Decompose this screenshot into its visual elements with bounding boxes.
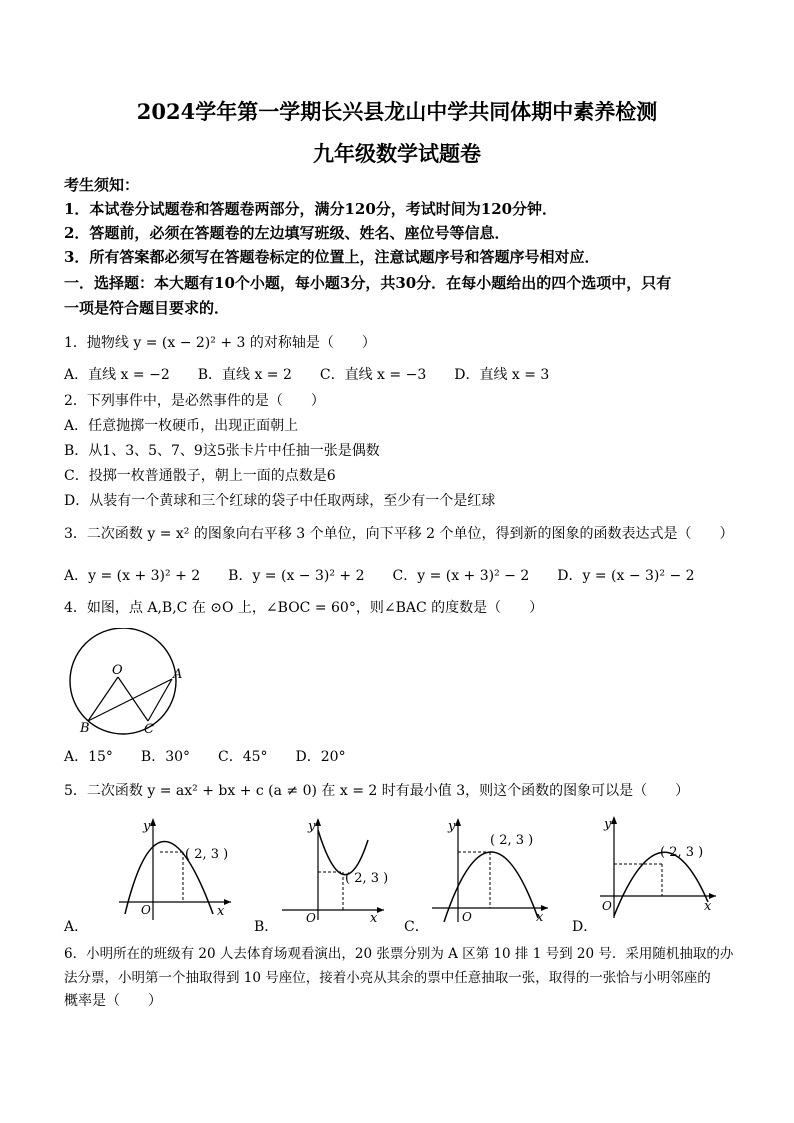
q6-line1: 6．小明所在的班级有 20 人去体育场观看演出，20 张票分别为 A 区第 10 排 1 号到 20 号．采用随机抽取的办 — [64, 946, 734, 962]
graph-d — [596, 812, 721, 922]
q6-line3: 概率是（ ） — [64, 993, 162, 1009]
notice-item-2: 2．答题前，必须在答题卷的左边填写班级、姓名、座位号等信息． — [64, 224, 510, 242]
svg-text:O: O — [141, 903, 151, 917]
svg-text:O: O — [602, 899, 612, 913]
q2-option-a: A．任意抛掷一枚硬币，出现正面朝上 — [64, 418, 299, 434]
notice-item-1: 1．本试卷分试题卷和答题卷两部分，满分120分，考试时间为120分钟． — [64, 200, 558, 218]
q4-stem: 4．如图，点 A,B,C 在 ⊙O 上，∠BOC = 60°，则∠BAC 的度数是（ ） — [64, 600, 544, 616]
q6-line2: 法分票，小明第一个抽取得到 10 号座位，接着小亮从其余的票中任意抽取一张，取得的一张恰与小明邻座的 — [64, 970, 711, 986]
option-letter-a: A． — [64, 919, 89, 935]
section1-line2: 一项是符合题目要求的． — [64, 299, 230, 317]
notice-heading: 考生须知： — [64, 176, 140, 194]
svg-text:x: x — [370, 911, 378, 924]
q2-stem: 2．下列事件中，是必然事件的是（ ） — [64, 393, 325, 409]
q2-option-c: C．投掷一枚普通骰子，朝上一面的点数是6 — [64, 468, 336, 484]
graph-b-point-label: ( 2, 3 ) — [345, 871, 388, 886]
svg-text:O: O — [306, 911, 316, 924]
svg-text:x: x — [536, 910, 544, 924]
svg-text:x: x — [704, 899, 712, 914]
exam-title: 2024学年第一学期长兴县龙山中学共同体期中素养检测 — [136, 99, 658, 124]
svg-text:O: O — [462, 910, 472, 924]
q1-options: A．直线 x = −2 B．直线 x = 2 C．直线 x = −3 D．直线 x = 3 — [64, 367, 550, 383]
exam-subtitle: 九年级数学试题卷 — [313, 141, 481, 166]
graph-c-point-label: ( 2, 3 ) — [490, 833, 534, 848]
graph-a-point-label: ( 2, 3 ) — [185, 847, 229, 862]
option-letter-b: B． — [254, 919, 279, 935]
svg-text:x: x — [217, 904, 225, 919]
label-o: O — [112, 663, 123, 678]
parabola-d — [614, 852, 708, 916]
segment-ob — [88, 677, 118, 721]
graph-a — [115, 814, 235, 924]
parabola-b — [318, 830, 368, 875]
label-a: A — [173, 667, 183, 682]
q4-options: A．15° B．30° C．45° D．20° — [64, 749, 346, 765]
graph-b — [278, 814, 388, 924]
circle-figure — [60, 628, 190, 740]
svg-text:y: y — [448, 819, 456, 834]
svg-text:y: y — [604, 817, 612, 832]
label-b: B — [80, 721, 90, 736]
circle-o — [70, 628, 176, 734]
q3-options: A．y = (x + 3)² + 2 B．y = (x − 3)² + 2 C．y = (x + 3)² − 2 D．y = (x − 3)² − 2 — [64, 568, 695, 584]
svg-text:y: y — [143, 819, 151, 834]
q1-stem: 1．抛物线 y = (x − 2)² + 3 的对称轴是（ ） — [64, 335, 376, 351]
notice-item-3: 3．所有答案都必须写在答题卷标定的位置上，注意试题序号和答题序号相对应． — [64, 248, 600, 266]
q2-option-d: D．从装有一个黄球和三个红球的袋子中任取两球，至少有一个是红球 — [64, 493, 496, 509]
svg-text:y: y — [308, 819, 316, 834]
q3-stem: 3．二次函数 y = x² 的图象向右平移 3 个单位，向下平移 2 个单位，得到新的图象的函数表达式是（ ） — [64, 526, 734, 542]
graph-c — [428, 814, 553, 924]
option-letter-c: C． — [404, 919, 429, 935]
q5-stem: 5．二次函数 y = ax² + bx + c (a ≠ 0) 在 x = 2 时有最小值 3，则这个函数的图象可以是（ ） — [64, 783, 690, 799]
option-letter-d: D． — [572, 919, 598, 935]
q2-option-b: B．从1、3、5、7、9这5张卡片中任抽一张是偶数 — [64, 443, 380, 459]
section1-line1: 一．选择题：本大题有10个小题，每小题3分，共30分．在每小题给出的四个选项中，只有 — [64, 274, 672, 292]
graph-d-point-label: ( 2, 3 ) — [660, 845, 704, 860]
label-c: C — [144, 722, 154, 737]
